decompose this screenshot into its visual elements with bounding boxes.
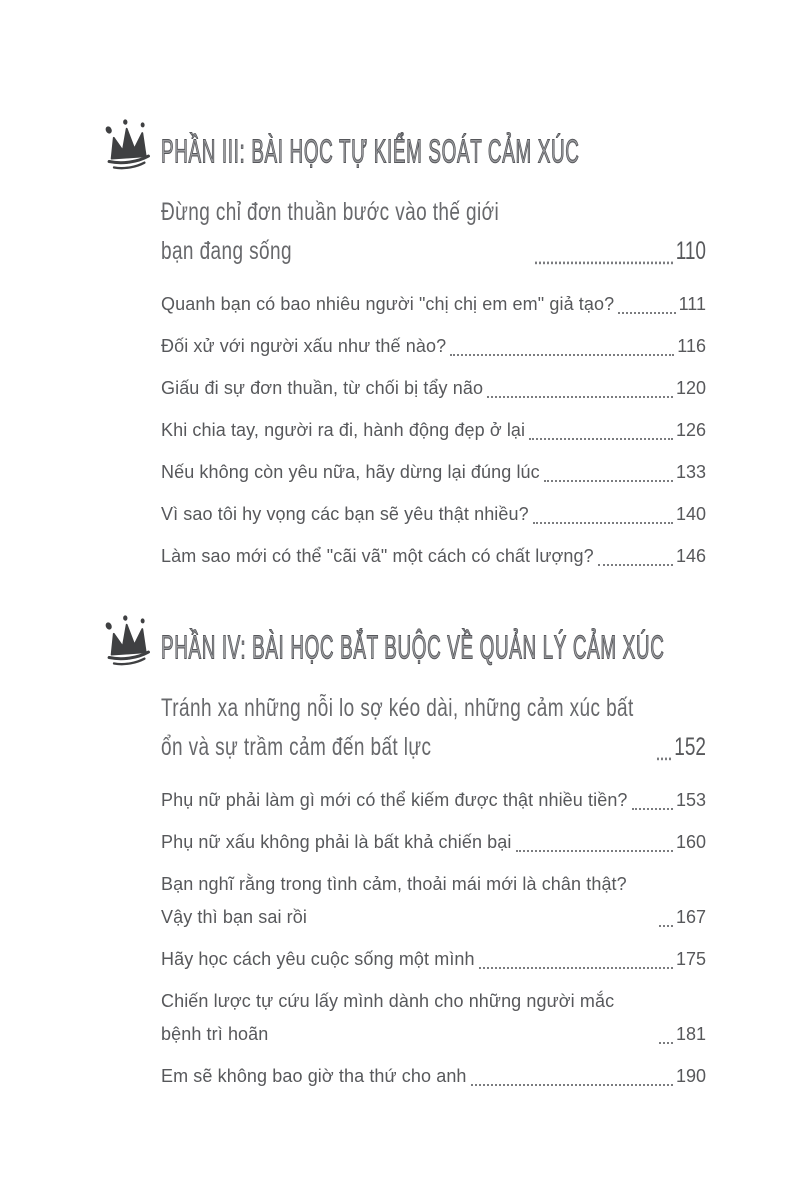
dot-leader	[479, 967, 673, 969]
toc-entry	[161, 540, 706, 573]
section-title-text: PHẦN IV: BÀI HỌC BẮT BUỘC VỀ QUẢN LÝ CẢM XÚC	[161, 630, 665, 667]
toc-entry-title: Phụ nữ phải làm gì mới có thể kiếm được thật nhiều tiền?	[161, 790, 628, 810]
toc-entry-page-number: 175	[675, 949, 706, 969]
dot-leader	[516, 850, 673, 852]
toc-sections-container	[99, 112, 706, 1093]
toc-entry-title: Chiến lược tự cứu lấy mình dành cho những người mắc bệnh trì hoãn	[161, 991, 615, 1044]
toc-entry	[161, 826, 706, 859]
toc-entry-page-number: 140	[675, 504, 706, 524]
dot-leader	[529, 438, 673, 440]
toc-entry-title: Đối xử với người xấu như thế nào?	[161, 336, 447, 356]
dot-leader	[544, 480, 673, 482]
toc-entry	[161, 868, 706, 934]
dot-leader	[487, 396, 673, 398]
section-title-text: PHẦN III: BÀI HỌC TỰ KIỂM SOÁT CẢM XÚC	[161, 134, 580, 171]
toc-entry	[161, 372, 706, 405]
section-title	[161, 608, 805, 666]
toc-entry-title: Làm sao mới có thể "cãi vã" một cách có chất lượng?	[161, 546, 594, 566]
toc-entry	[161, 784, 706, 817]
dot-leader	[533, 522, 673, 524]
toc-entry-list	[161, 784, 706, 1093]
toc-entry-title: Quanh bạn có bao nhiêu người "chị chị em em" giả tạo?	[161, 294, 615, 314]
section-page-number: 110	[675, 238, 706, 266]
toc-entry-page-number: 126	[675, 420, 706, 440]
toc-entry	[161, 456, 706, 489]
toc-entry-page-number: 120	[675, 378, 706, 398]
dot-leader	[632, 808, 673, 810]
toc-entry-page-number: 146	[675, 546, 706, 566]
toc-entry-title: Bạn nghĩ rằng trong tình cảm, thoải mái mới là chân thật? Vậy thì bạn sai rồi	[161, 874, 627, 927]
dot-leader	[618, 312, 675, 314]
dot-leader	[598, 564, 673, 566]
dot-leader	[657, 758, 671, 761]
dot-leader	[450, 354, 674, 356]
toc-entry	[161, 330, 706, 363]
section-subtitle: Tránh xa những nỗi lo sợ kéo dài, những cảm xúc bất ổn và sự trầm cảm đến bất lực	[161, 695, 634, 762]
crown-icon	[97, 114, 155, 176]
dot-leader	[659, 925, 673, 927]
toc-entry-page-number: 116	[677, 336, 706, 356]
toc-entry-page-number: 181	[675, 1024, 706, 1044]
toc-entry-title: Khi chia tay, người ra đi, hành động đẹp ở lại	[161, 420, 526, 440]
toc-entry-title: Em sẽ không bao giờ tha thứ cho anh	[161, 1066, 467, 1086]
section-subtitle: Đừng chỉ đơn thuần bước vào thế giới bạn đang sống	[161, 199, 500, 266]
toc-entry-list	[161, 288, 706, 573]
toc-entry-page-number: 133	[675, 462, 706, 482]
dot-leader	[471, 1084, 673, 1086]
toc-entry	[161, 985, 706, 1051]
toc-entry	[161, 498, 706, 531]
dot-leader	[659, 1042, 673, 1044]
toc-section	[99, 112, 706, 573]
toc-entry	[161, 414, 706, 447]
toc-entry-page-number: 153	[675, 790, 706, 810]
toc-entry-page-number: 167	[675, 907, 706, 927]
crown-icon	[97, 610, 155, 672]
toc-entry-title: Vì sao tôi hy vọng các bạn sẽ yêu thật nhiều?	[161, 504, 529, 524]
toc-entry-page-number: 190	[675, 1066, 706, 1086]
toc-entry	[161, 1060, 706, 1093]
toc-entry-page-number: 111	[678, 294, 706, 314]
toc-section	[99, 608, 706, 1093]
section-subtitle-row	[161, 194, 706, 272]
section-header	[99, 112, 706, 174]
toc-entry-page-number: 160	[675, 832, 706, 852]
toc-entry	[161, 943, 706, 976]
toc-entry	[161, 288, 706, 321]
section-header	[99, 608, 706, 670]
section-title	[161, 112, 805, 170]
toc-entry-title: Phụ nữ xấu không phải là bất khả chiến bại	[161, 832, 512, 852]
dot-leader	[535, 262, 673, 265]
section-subtitle-row	[161, 690, 706, 768]
toc-entry-title: Nếu không còn yêu nữa, hãy dừng lại đúng lúc	[161, 462, 540, 482]
section-page-number: 152	[674, 734, 706, 762]
toc-entry-title: Hãy học cách yêu cuộc sống một mình	[161, 949, 475, 969]
toc-entry-title: Giấu đi sự đơn thuần, từ chối bị tẩy não	[161, 378, 484, 398]
